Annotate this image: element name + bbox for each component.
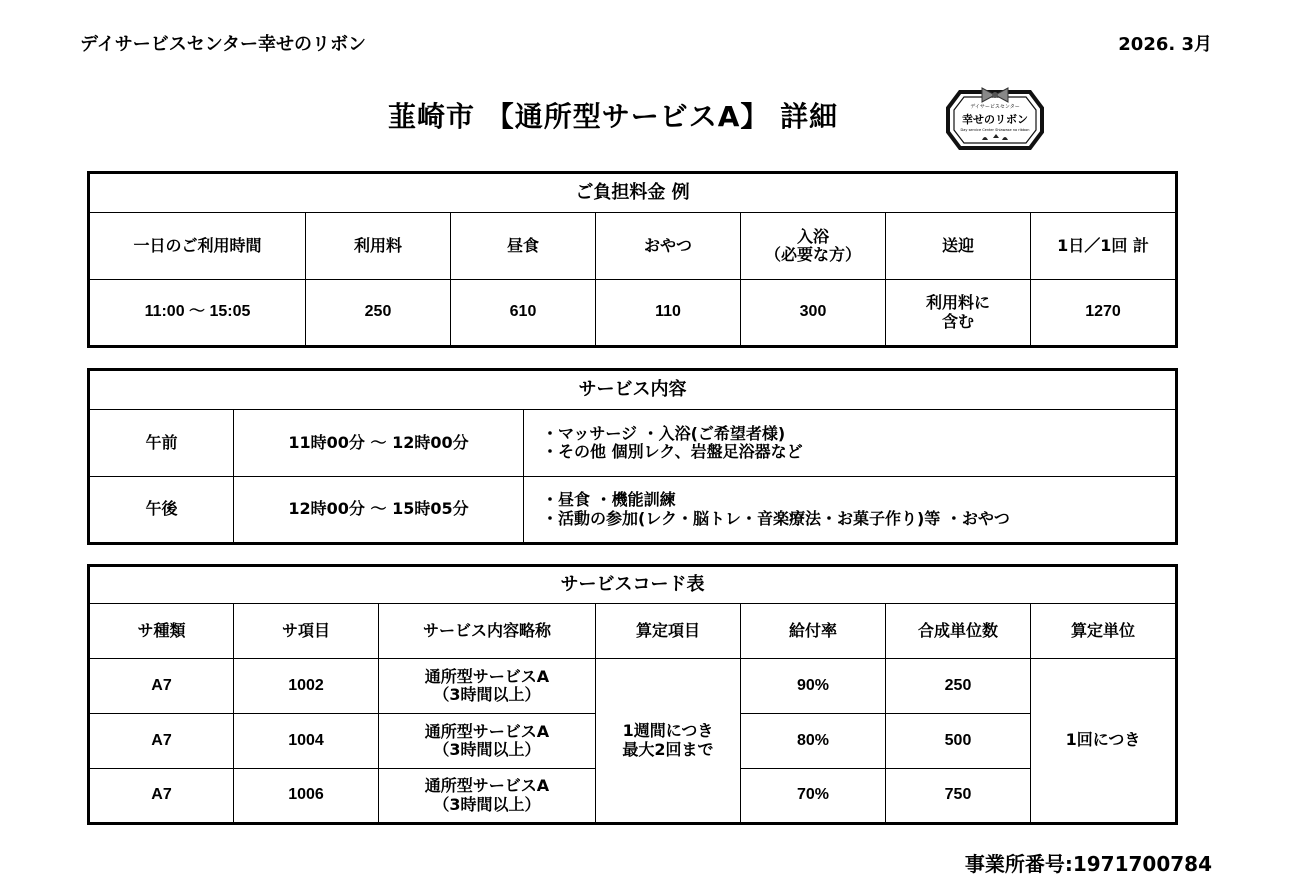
code-units: 750 <box>886 769 1031 824</box>
fee-total: 1270 <box>1031 280 1177 347</box>
fee-transport: 利用料に 含む <box>886 280 1031 347</box>
code-kind: A7 <box>89 714 234 769</box>
code-calc-unit: 1回につき <box>1031 659 1177 824</box>
fee-table-row <box>89 280 1177 347</box>
code-units: 250 <box>886 659 1031 714</box>
code-header-name: サービス内容略称 <box>379 604 596 659</box>
code-kind: A7 <box>89 769 234 824</box>
business-number: 事業所番号:1971700784 <box>964 852 1212 876</box>
service-table-caption: サービス内容 <box>89 370 1177 410</box>
fee-table <box>87 171 1178 348</box>
fee-header-total: 1日／1回 計 <box>1031 213 1177 280</box>
fee-header-lunch: 昼食 <box>451 213 596 280</box>
code-rate: 80% <box>741 714 886 769</box>
code-name: 通所型サービスA （3時間以上） <box>379 714 596 769</box>
fee-table-header-row <box>89 213 1177 280</box>
fee-header-transport: 送迎 <box>886 213 1031 280</box>
fee-header-bath: 入浴 （必要な方） <box>741 213 886 280</box>
code-table-row <box>89 659 1177 714</box>
fee-table-caption: ご負担料金 例 <box>89 173 1177 213</box>
service-content-line: ・マッサージ ・入浴(ご希望者様) <box>542 423 786 443</box>
code-units: 500 <box>886 714 1031 769</box>
code-header-calc-unit: 算定単位 <box>1031 604 1177 659</box>
code-calc-item: 1週間につき 最大2回まで <box>596 659 741 824</box>
service-content-table <box>87 368 1178 545</box>
logo-sub-text: Day service Center Shiawase no ribbon <box>960 128 1030 132</box>
service-period: 午後 <box>89 477 234 544</box>
code-rate: 70% <box>741 769 886 824</box>
code-item: 1002 <box>234 659 379 714</box>
fee-usage: 250 <box>306 280 451 347</box>
service-content-line: ・活動の参加(レク・脳トレ・音楽療法・お菓子作り)等 ・おやつ <box>542 508 1010 528</box>
code-kind: A7 <box>89 659 234 714</box>
service-period: 午前 <box>89 410 234 477</box>
fee-header-time: 一日のご利用時間 <box>89 213 306 280</box>
code-name: 通所型サービスA （3時間以上） <box>379 769 596 824</box>
code-item: 1004 <box>234 714 379 769</box>
fee-lunch: 610 <box>451 280 596 347</box>
code-item: 1006 <box>234 769 379 824</box>
document-date: 2026. 3月 <box>1118 34 1212 55</box>
code-name: 通所型サービスA （3時間以上） <box>379 659 596 714</box>
fee-snack: 110 <box>596 280 741 347</box>
code-header-units: 合成単位数 <box>886 604 1031 659</box>
fee-header-usage: 利用料 <box>306 213 451 280</box>
logo-top-text: デイサービスセンター <box>970 104 1020 110</box>
logo-main-text: 幸せのリボン <box>962 113 1028 126</box>
fee-time: 11:00 ～ 15:05 <box>89 280 306 347</box>
service-time: 11時00分 ～ 12時00分 <box>234 410 524 477</box>
service-row-morning <box>89 410 1177 477</box>
code-rate: 90% <box>741 659 886 714</box>
service-time: 12時00分 ～ 15時05分 <box>234 477 524 544</box>
service-content-line: ・その他 個別レク、岩盤足浴器など <box>542 442 803 461</box>
ribbon-logo <box>938 80 1052 160</box>
code-header-item: サ項目 <box>234 604 379 659</box>
service-code-table <box>87 564 1178 825</box>
fee-bath: 300 <box>741 280 886 347</box>
service-content-line: ・昼食 ・機能訓練 <box>542 490 676 510</box>
service-row-afternoon <box>89 477 1177 544</box>
ribbon-logo-icon <box>938 80 1052 160</box>
organization-name: デイサービスセンター幸せのリボン <box>80 34 367 55</box>
service-content <box>524 410 1177 477</box>
code-header-rate: 給付率 <box>741 604 886 659</box>
code-header-kind: サ種類 <box>89 604 234 659</box>
page-title: 韮崎市 【通所型サービスA】 詳細 <box>388 100 839 133</box>
code-table-header-row <box>89 604 1177 659</box>
fee-header-snack: おやつ <box>596 213 741 280</box>
service-content <box>524 477 1177 544</box>
code-header-calc-item: 算定項目 <box>596 604 741 659</box>
code-table-caption: サービスコード表 <box>89 566 1177 604</box>
